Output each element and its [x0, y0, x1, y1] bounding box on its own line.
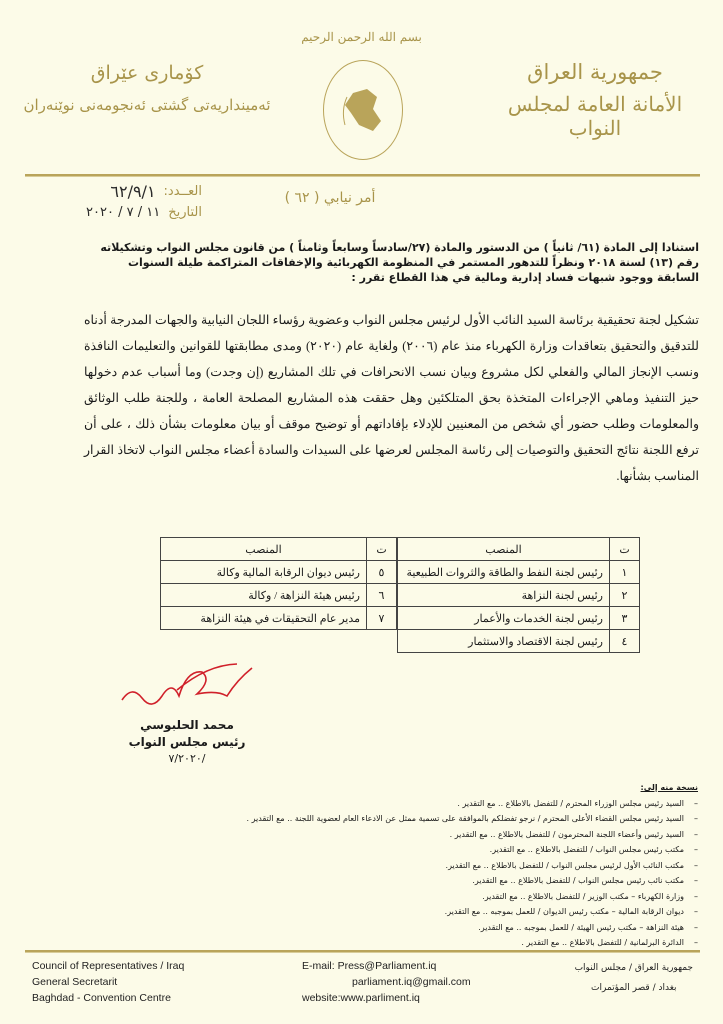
body-paragraph: تشكيل لجنة تحقيقية برئاسة السيد النائب الأول لرئيس مجلس النواب وعضوية رؤساء اللجان النيابية والجهات المدرجة أدناه للتدقيق والتحقيق بتعاقدات وزارة الكهرباء منذ عام (٢٠٠٦) ولغاية عام (٢٠٢٠) ومدى مطابقتها للقوانين والتعليمات النافذة ونسب الإنجاز المالي والفعلي لكل مشروع وبيان نسب الانحرافات في تلك المشاريع (إن وجدت) وما أسباب عدم دخولها حيز التنفيذ وماهي الإجراءات المتخذة بحق المتلكئين وهل حققت هذه المشاريع المصلحة العامة ، وللجنة طلب الوثائق والمعلومات وطلب حضور أي شخص من المعنيين للإدلاء بإفاداتهم أو توضيح موقف أو بيان معلومات بشأن ذلك ، على أن ترفع اللجنة نتائج التحقيق والتوصيات إلى رئاسة المجلس لعرضها على السيدات والسادة أعضاء مجلس النواب لاتخاذ القرار المناسب بشأنها.: [84, 313, 699, 483]
list-item: – مكتب رئيس مجلس النواب / للتفضل بالاطلاع .. مع التقدير.: [98, 842, 698, 858]
list-item: – السيد رئيس مجلس القضاء الأعلى المحترم / نرجو تفضلكم بالموافقة على تسمية ممثل عن الادعاء العام لعضوية اللجنة .. مع التقدير .: [98, 811, 698, 827]
list-item: – مكتب النائب الأول لرئيس مجلس النواب / للتفضل بالاطلاع .. مع التقدير.: [98, 858, 698, 874]
footer-website[interactable]: website:www.parliment.iq: [302, 992, 420, 1004]
list-item: – مكتب نائب رئيس مجلس النواب / للتفضل بالاطلاع .. مع التقدير.: [98, 873, 698, 889]
table-row: ٦ رئيس هيئة النزاهة / وكالة: [161, 584, 397, 607]
copies-heading: نسخة منه إلى:: [640, 783, 698, 792]
copies-list: [98, 780, 698, 951]
col-no-header: ت: [367, 538, 397, 561]
list-item: – ديوان الرقابة المالية – مكتب رئيس الديوان / للعمل بموجبه .. مع التقدير.: [98, 904, 698, 920]
footer-email-alt[interactable]: parliament.iq@gmail.com: [352, 976, 471, 988]
header-secretariat: الأمانة العامة لمجلس النواب: [507, 92, 683, 140]
list-item: – وزارة الكهرباء – مكتب الوزير / للتفضل بالاطلاع .. مع التقدير.: [98, 889, 698, 905]
members-table-left: [160, 537, 397, 630]
table-row: ٧ مدير عام التحقيقات في هيئة النزاهة: [161, 607, 397, 630]
document-meta: [32, 182, 202, 220]
list-item: – هيئة النزاهة – مكتب رئيس الهيئة / للعمل بموجبه .. مع التقدير.: [98, 920, 698, 936]
table-row: ١ رئيس لجنة النفط والطاقة والثروات الطبيعية: [398, 561, 640, 584]
header-kurdish: [22, 62, 272, 114]
header-kurdish-secretariat: ئەمینداریەتی گشتی ئەنجومەنی نوێنەران: [23, 96, 271, 114]
footer-english: [32, 958, 184, 1006]
list-item: – السيد رئيس وأعضاء اللجنة المحترمون / للتفضل بالاطلاع .. مع التقدير .: [98, 827, 698, 843]
number-label: العــدد:: [163, 184, 202, 199]
footer-org: Council of Representatives / Iraq: [32, 960, 185, 972]
date-value: ١١ / ٧ / ٢٠٢٠: [86, 205, 161, 220]
signature-block: [112, 660, 262, 765]
footer-arabic: [575, 958, 693, 998]
handwritten-signature: [117, 660, 257, 710]
footer-ar-address: بغداد / قصر المؤتمرات: [591, 983, 677, 993]
signatory-title: رئيس مجلس النواب: [128, 735, 246, 749]
date-label: التاريخ: [168, 205, 202, 220]
col-no-header: ت: [610, 538, 640, 561]
header-republic: جمهورية العراق: [527, 60, 663, 84]
header-divider: [25, 174, 700, 177]
footer-dept: General Secretarit: [32, 976, 118, 988]
table-row: ٢ رئيس لجنة النزاهة: [398, 584, 640, 607]
footer-divider: [25, 950, 700, 953]
table-row: ٣ رئيس لجنة الخدمات والأعمار: [398, 607, 640, 630]
footer-email[interactable]: E-mail: Press@Parliament.iq: [302, 960, 437, 972]
table-row: ٥ رئيس ديوان الرقابة المالية وكالة: [161, 561, 397, 584]
footer-ar-org: جمهورية العراق / مجلس النواب: [574, 963, 693, 973]
number-value: ٦٢/٩/١: [110, 182, 156, 201]
footer-contact: [302, 958, 471, 1006]
header-kurdish-republic: كۆماری عێراق: [90, 62, 204, 84]
members-table-right: [397, 537, 640, 653]
basmala: بسم الله الرحمن الرحيم: [301, 30, 422, 44]
list-item: – الدائرة البرلمانية / للتفضل بالاطلاع .. مع التقدير .: [98, 935, 698, 951]
signatory-name: محمد الحلبوسي: [140, 718, 234, 732]
parliament-seal: [323, 60, 403, 160]
signature-date: /٧/٢٠٢٠: [168, 752, 206, 765]
footer-address: Baghdad - Convention Centre: [32, 992, 171, 1004]
iraq-map-icon: [333, 75, 393, 145]
table-row: ٤ رئيس لجنة الاقتصاد والاستثمار: [398, 630, 640, 653]
col-position-header: المنصب: [161, 538, 367, 561]
committee-table: [160, 537, 640, 653]
col-position-header: المنصب: [398, 538, 610, 561]
header-arabic: [495, 60, 695, 140]
list-item: – السيد رئيس مجلس الوزراء المحترم / للتفضل بالاطلاع .. مع التقدير .: [98, 796, 698, 812]
intro-paragraph: استنادا إلى المادة (٦١/ ثانياً ) من الدستور والمادة (٢٧/سادساً وسابعاً وثامناً ) من قانون مجلس النواب وتشكيلاته رقم (١٣) لسنة ٢٠١٨ ونظراً للتدهور المستمر في المنظومة الكهربائية والإخفاقات المتراكمة طيلة السنوات السابقة ووجود شبهات فساد إدارية ومالية في هذا القطاع تقرر :: [100, 241, 699, 284]
order-title: أمر نيابي ( ٦٢ ): [284, 190, 376, 206]
